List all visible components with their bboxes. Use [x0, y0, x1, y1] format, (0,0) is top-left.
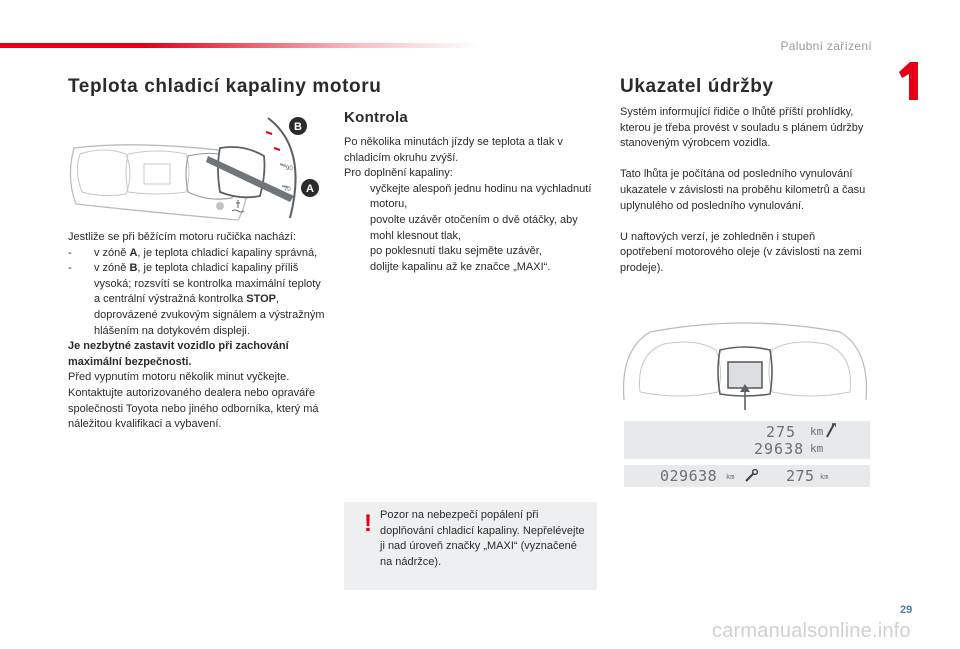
- check-subheading: Pro doplnění kapaliny:: [344, 167, 453, 180]
- wrench-icon: [824, 423, 836, 439]
- maintenance-p1: Systém informující řidiče o lhůtě příští prohlídky, kterou je třeba provést v souladu s plánem údržby stanoveným výrobcem vozidla.: [620, 106, 864, 150]
- maintenance-body: [620, 105, 870, 277]
- check-title: Kontrola: [344, 109, 409, 126]
- check-body: [344, 135, 596, 275]
- maintenance-display-2: [624, 465, 870, 487]
- list-item: po poklesnutí tlaku sejměte uzávěr,: [370, 245, 542, 258]
- odometer-total: 029638: [660, 467, 718, 485]
- coolant-title: Teplota chladicí kapaliny motoru: [68, 76, 382, 97]
- page-number: 29: [900, 604, 913, 616]
- zone-a-marker: A: [306, 183, 314, 195]
- odometer-unit: km: [810, 442, 824, 455]
- list-item: dolijte kapalinu až ke značce „MAXI“.: [370, 260, 551, 273]
- coolant-paragraph: Před vypnutím motoru několik minut vyčkejte. Kontaktujte autorizovaného dealera nebo opraváře společnosti Toyota nebo jiného odborníka, který má náležitou kvalifikaci a vybavení.: [68, 371, 319, 431]
- odometer-value: 29638: [754, 440, 805, 458]
- chapter-number: [896, 62, 918, 100]
- warning-text: Pozor na nebezpečí popálení při doplňování chladicí kapaliny. Nepřelévejte ji nad úroveň značky „MAXI“ (vyznačené na nádržce).: [380, 509, 585, 568]
- gauge-label-90: 90: [286, 166, 293, 172]
- maintenance-title: Ukazatel údržby: [620, 76, 774, 97]
- wrench-icon: [744, 469, 758, 483]
- maintenance-p3: U naftových verzí, je zohledněn i stupeň opotřebení motorového oleje (v závislosti na zemi prodeje).: [620, 230, 862, 274]
- service-distance-value: 275: [766, 423, 797, 441]
- list-item-zone-a: - v zóně A, je teplota chladicí kapaliny správná,: [68, 246, 318, 259]
- maintenance-p2: Tato lhůta je počítána od posledního vynulování ukazatele v závislosti na proběhu kilometrů a času uplynulého od posledního vynulování.: [620, 168, 866, 212]
- maintenance-display-1: [624, 421, 870, 459]
- check-intro: Po několika minutách jízdy se teplota a tlak v chladicím okruhu zvýší.: [344, 136, 563, 164]
- service-remaining-unit: km: [820, 473, 829, 481]
- list-item: vyčkejte alespoň jednu hodinu na vychladnutí motoru,: [370, 182, 592, 211]
- service-remaining: 275: [786, 467, 815, 485]
- coolant-intro: Jestliže se při běžícím motoru ručička nachází:: [68, 231, 297, 243]
- gauge-label-70: 70: [284, 187, 291, 193]
- instrument-panel-illustration: [620, 320, 870, 414]
- warning-icon: !: [364, 510, 372, 537]
- list-item: povolte uzávěr otočením o dvě otáčky, aby mohl klesnout tlak,: [370, 213, 578, 242]
- service-distance-unit: km: [810, 425, 824, 438]
- coolant-body: [68, 230, 328, 433]
- header-accent-bar: [0, 43, 480, 48]
- section-label: Palubní zařízení: [780, 39, 872, 53]
- list-item-zone-b: - v zóně B, je teplota chladicí kapaliny příliš vysoká; rozsvítí se kontrolka maximální teploty a centrální výstražná kontrolka STOP, doprovázené zvukovým signálem a výstražným hlášením na dotykovém displeji.: [68, 262, 325, 337]
- zone-b-marker: B: [294, 121, 302, 133]
- warning-box: [344, 502, 597, 590]
- odometer-total-unit: km: [726, 473, 735, 481]
- watermark: carmanualsonline.info: [712, 620, 911, 642]
- coolant-gauge-illustration: [68, 108, 324, 228]
- stop-vehicle-note: Je nezbytné zastavit vozidlo při zachování maximální bezpečnosti.: [68, 340, 289, 368]
